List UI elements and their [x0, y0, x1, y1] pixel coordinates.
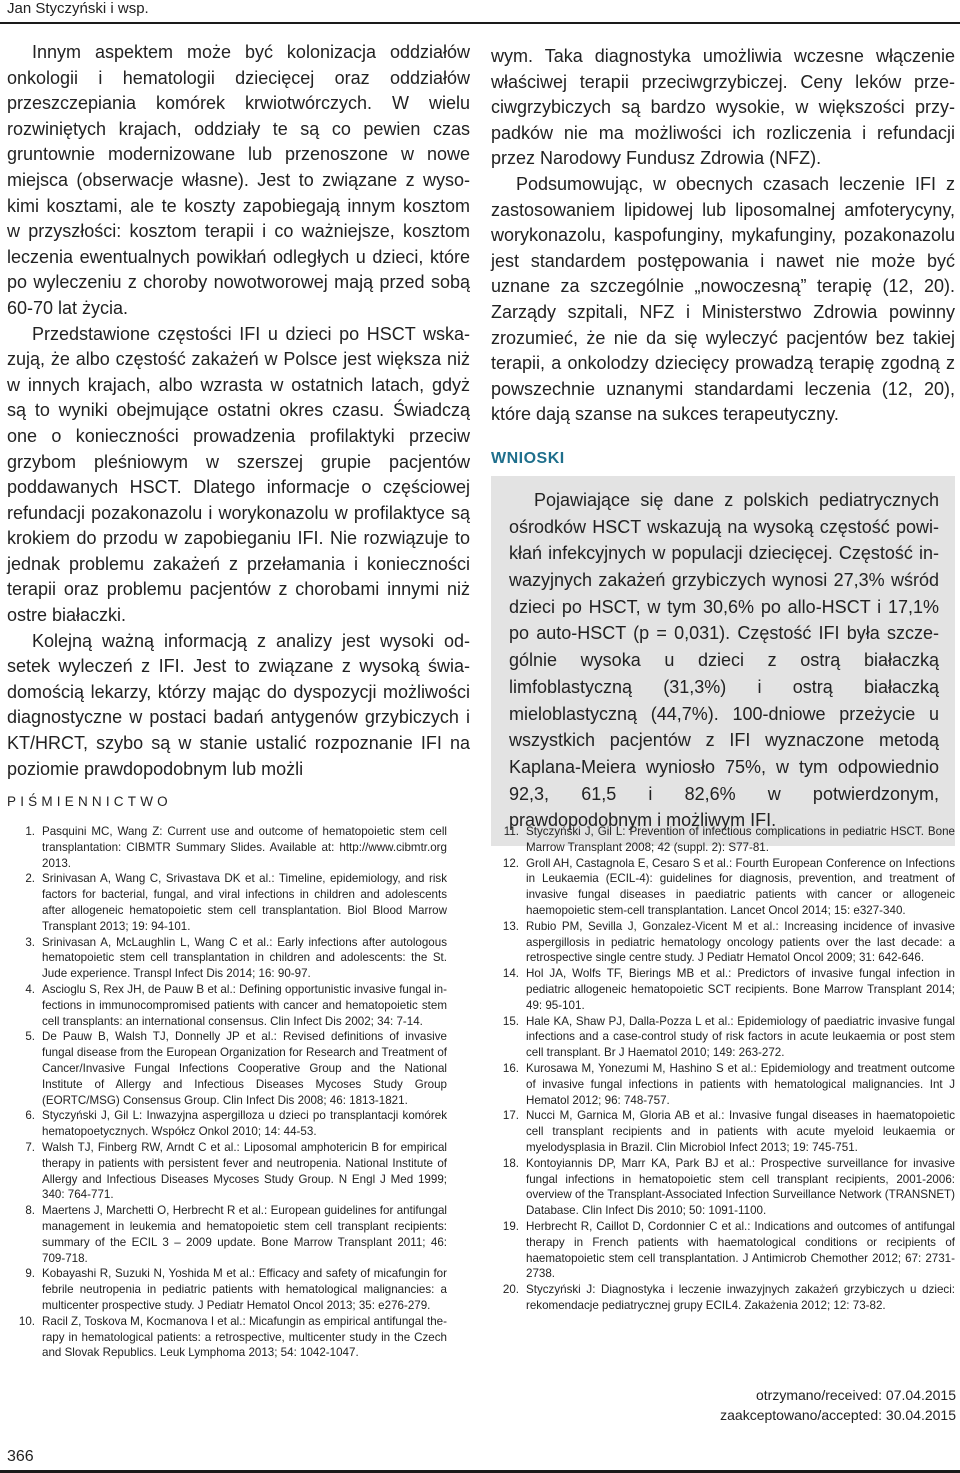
reference-number: 6. — [25, 1109, 35, 1123]
body-paragraph: Kolejną ważną informacją z analizy jest wysoki odsetek wyleczeń z IFI. Jest to związane z wysoką świadomością lekarzy, którzy mając do dyspozycji możliwości diagnostyczne w postaci badań antygenów grzybiczych i KT/HRCT, szybo są w stanie ustalić rozpoznanie IFI na poziomie prawdopodobnym lub możli — [7, 630, 470, 779]
reference-number: 5. — [25, 1030, 35, 1044]
reference-text: Walsh TJ, Finberg RW, Arndt C et al.: Liposomal amphotericin B for empirical therapy in patients with persistent fever and neutropenia. National Institute of Allergy and Infectious Diseases Mycoses Study Group. N Engl J Med 1999; 340: 764-771. — [42, 1140, 447, 1202]
reference-text: Rubio PM, Sevilla J, Gonzalez-Vicent M et al.: Increasing incidence of invasive aspergillosis in pediatric hematology oncology patients over the last decade: a retrospective single centre study. J Pediatr Hematol Oncol 2009; 31: 642-646. — [526, 919, 955, 965]
body-paragraph: Przedstawione częstości IFI u dzieci po HSCT wskazują, że albo częstość zakażeń w Polsce jest większa niż w innych krajach, albo wzrasta w ostatnich latach, gdyż są to wyniki obejmujące ostatni okres czasu. Świadczą one o konieczności prowadzenia profilaktyki przeciw grzybom pleśniowym w szerszej grupie pacjentów poddawanych HSCT. Dlatego informacje o częściowej refundacji pozakonazolu i worykonazolu w profilaktyce są krokiem do przodu w zapobieganiu IFI. Nie rozwiązuje to jednak problemu zakażeń z przełamania i konieczności terapii oraz problemu pacjentów z chorobami innymi niż ostre białaczki. — [7, 323, 470, 626]
reference-item — [491, 1219, 955, 1282]
reference-item — [7, 1314, 447, 1361]
body-paragraph: Podsumowując, w obecnych czasach leczenie IFI z zastosowaniem lipidowej lub liposomalnej amfoterycyny, worykonazolu, kaspofunginy, mykafunginy, pozakonazolu jest standardem postępowania i nawet nie może być uznane za szczególnie „nowoczesną” terapię (12, 20). Zarządy szpitali, NFZ i Ministerstwo Zdrowia powinny zrozumieć, że nie da się wyleczyć pacjentów bez takiej terapii, a onkolodzy dziecięcy prowadzą terapię zgodną z powszechnie uznanymi standardami leczenia (12, 20), które dają szanse na sukces terapeutyczny. — [491, 173, 955, 425]
reference-text: Kontoyiannis DP, Marr KA, Park BJ et al.: Prospective surveillance for invasive fungal infections in hematopoietic stem cell transplant recipients, 2001-2006: overview of the Transplant-Associated Infection Surveillance Network (TRANSNET) Database. Clin Infect Dis 2010; 50: 1091-1100. — [526, 1156, 955, 1218]
reference-number: 18. — [502, 1156, 519, 1170]
references-left-column — [7, 824, 447, 1361]
conclusions-box — [491, 476, 955, 846]
reference-number: 8. — [25, 1204, 35, 1218]
reference-item — [491, 1156, 955, 1219]
reference-text: Pasquini MC, Wang Z: Current use and outcome of hematopoietic stem cell transplantation: CIBMTR Summary Slides. Available at: http://www.cibmtr.org 2013. — [42, 825, 447, 870]
reference-number: 13. — [502, 919, 519, 933]
body-paragraph: wym. Taka diagnostyka umożliwia wczesne włączenie właściwej terapii przeciwgrzybiczej. Ceny leków przeciwgrzybiczych są bardzo wysokie, w większości przypadków nie ma możliwości ich rozliczenia i refundacji przez Narodowy Fundusz Zdrowia (NFZ). — [491, 46, 955, 169]
reference-text: Hol JA, Wolfs TF, Bierings MB et al.: Predictors of invasive fungal infection in pediatric allogeneic hematopoietic SCT recipients. Bone Marrow Transplant 2014; 49: 95-101. — [526, 967, 955, 1012]
reference-item — [7, 1108, 447, 1140]
reference-text: Herbrecht R, Caillot D, Cordonnier C et al.: Indications and outcomes of antifungal therapy in French patients with haematological conditions or recipients of haematopoietic stem cell transplantation. J Antimicrob Chemother 2012; 67: 2731-2738. — [526, 1219, 955, 1281]
reference-number: 14. — [502, 967, 519, 981]
references-right-column — [491, 824, 955, 1314]
received-date: otrzymano/received: 07.04.2015 — [755, 1387, 956, 1403]
reference-number: 12. — [502, 856, 519, 870]
page-number: 366 — [7, 1448, 34, 1465]
reference-number: 7. — [25, 1140, 35, 1154]
reference-text: Nucci M, Garnica M, Gloria AB et al.: Invasive fungal diseases in haematopoietic cell transplant recipients and in patients with acute myeloid leukaemia or myelodysplasia in Brazil. Clin Microbiol Infect 2013; 19: 745-751. — [526, 1109, 955, 1154]
reference-text: Racil Z, Toskova M, Kocmanova I et al.: Micafungin as empirical antifungal therapy in hematological patients: a retrospective, multicenter study in the Czech and Slovak Republics. Leuk Lymphoma 2013; 54: 1042-1047. — [42, 1314, 447, 1360]
reference-item — [7, 1203, 447, 1266]
reference-number: 19. — [502, 1219, 519, 1233]
reference-item — [491, 1061, 955, 1108]
reference-item — [491, 1282, 955, 1314]
reference-item — [491, 1108, 955, 1155]
reference-text: Srinivasan A, Wang C, Srivastava DK et al.: Timeline, epidemiology, and risk factors for bacterial, fungal, and viral infections in children and adolescents after allogeneic hematopoietic stem cell transplantation. Biol Blood Marrow Transplant 2013; 19: 94-101. — [42, 872, 447, 933]
reference-item — [7, 871, 447, 934]
reference-item — [7, 824, 447, 871]
received-accepted-dates — [720, 1385, 956, 1425]
left-text-column — [7, 40, 470, 782]
reference-text: Hale KA, Shaw PJ, Dalla-Pozza L et al.: Epidemiology of paediatric invasive fungal infections and a case-control study of risk factors in acute leukaemia or post stem cell transplant. Br J Haematol 2010; 149: 263-272. — [526, 1014, 955, 1060]
reference-number: 17. — [502, 1109, 519, 1123]
reference-text: Maertens J, Marchetti O, Herbrecht R et al.: European guidelines for antifungal management in leukemia and hematopoietic stem cell transplant recipients: summary of the ECIL 3 – 2009 update. Bone Marrow Transplant 2011; 46: 709-718. — [42, 1204, 447, 1265]
conclusions-text: Pojawiające się dane z polskich pediatrycznych ośrodków HSCT wskazują na wysoką częstość powikłań infekcyjnych w populacji dziecięcej. Częstość inwazyjnych zakażeń grzybiczych wynosi 27,3% wśród dzieci po HSCT, w tym 30,6% po allo-HSCT i 17,1% po auto-HSCT (p = 0,031). Częstość IFI była szczególnie wysoka u dzieci z ostrą białaczką limfoblastyczną (31,3%) i ostrą białaczką mieloblastyczną (44,7%). 100-dniowe przeżycie u wszystkich pacjentów z IFI wyznaczone metodą Kaplana-Meiera wyniosło 75%, w tym odpowiednio 92,3, 61,5 i 82,6% w potwierdzonym, prawdopodobnym i możliwym IFI. — [509, 489, 939, 831]
reference-text: Srinivasan A, McLaughlin L, Wang C et al.: Early infections after autologous hematopoietic stem cell transplantation in children and adolescents: the St. Jude experience. Transpl Infect Dis 2014; 16: 90-97. — [42, 935, 447, 981]
reference-text: Groll AH, Castagnola E, Cesaro S et al.: Fourth European Conference on Infections in Leukaemia (ECIL-4): guidelines for diagnosis, prevention, and treatment of invasive fungal diseases in paediatric patients with cancer or allogeneic haemopoietic stem-cell transplantation. Lancet Oncol 2014; 15: e327-340. — [526, 856, 955, 917]
reference-item — [491, 824, 955, 856]
accepted-date: zaakceptowano/accepted: 30.04.2015 — [720, 1407, 956, 1423]
reference-text: De Pauw B, Walsh TJ, Donnelly JP et al.: Revised definitions of invasive fungal disease from the European Organization for Research and Treatment of Cancer/Invasive Fungal Infections Cooperative Group and the National Institute of Allergy and Infectious Diseases Mycoses Study Group (EORTC/MSG) Consensus Group. Clin Infect Dis 2008; 46: 1813-1821. — [42, 1030, 447, 1107]
reference-number: 2. — [25, 872, 35, 886]
reference-item — [7, 982, 447, 1029]
reference-number: 16. — [502, 1061, 519, 1075]
references-heading: PIŚMIENNICTWO — [7, 794, 172, 809]
reference-number: 1. — [25, 825, 35, 838]
reference-item — [7, 1266, 447, 1313]
reference-text: Kurosawa M, Yonezumi M, Hashino S et al.: Epidemiology and treatment outcome of invasive fungal infections in patients with hematological malignancies. Int J Hematol 2012; 96: 748-757. — [526, 1061, 955, 1107]
reference-text: Styczyński J, Gil L: Prevention of infectious complications in pediatric HSCT. Bone Marrow Transplant 2008; 42 (suppl. 2): S77-81. — [526, 825, 955, 854]
reference-text: Kobayashi R, Suzuki N, Yoshida M et al.: Efficacy and safety of micafungin for febrile neutropenia in pediatric patients with hematological malignancies: a multicenter prospective study. J Pediatr Hematol Oncol 2013; 35: e276-279. — [42, 1267, 447, 1312]
running-header-author: Jan Styczyński i wsp. — [7, 0, 149, 17]
body-paragraph: Innym aspektem może być kolonizacja oddziałów onkologii i hematologii dziecięcej oraz oddziałów przeszczepiania komórek krwiotwórczych. W wielu rozwiniętych krajach, oddziały te są co pewien czas gruntownie modernizowane lub przenoszone w nowe miejsca (obserwacje własne). Jest to związane z wysokimi kosztami, ale te koszty zapobiegają innym kosztom w przyszłości: kosztom terapii i co ważniejsze, kosztom leczenia ewentualnych powikłań odległych u dzieci, które po wyleczeniu z choroby nowotworowej mają przed sobą 60-70 lat życia. — [7, 42, 470, 318]
reference-text: Ascioglu S, Rex JH, de Pauw B et al.: Defining opportunistic invasive fungal infections in immunocompromised patients with cancer and hematopoietic stem cell transplants: an international consensus. Clin Infect Dis 2002; 34: 7-14. — [42, 982, 447, 1028]
reference-item — [491, 966, 955, 1013]
reference-item — [7, 935, 447, 982]
reference-item — [491, 919, 955, 966]
conclusions-heading: WNIOSKI — [491, 449, 565, 467]
reference-number: 15. — [502, 1014, 519, 1028]
reference-number: 4. — [25, 982, 35, 996]
header-divider — [0, 22, 960, 24]
reference-item — [7, 1029, 447, 1108]
reference-number: 9. — [25, 1267, 35, 1281]
reference-text: Styczyński J: Diagnostyka i leczenie inwazyjnych zakażeń grzybiczych u dzieci: rekomendacje pediatrycznej grupy ECIL4. Zakażenia 2012; 12: 73-82. — [526, 1283, 955, 1312]
reference-number: 10. — [18, 1314, 35, 1328]
reference-item — [491, 856, 955, 919]
reference-number: 20. — [502, 1283, 519, 1297]
reference-text: Styczyński J, Gil L: Inwazyjna aspergilloza u dzieci po transplantacji komórek hematopoetycznych. Współcz Onkol 2010; 14: 44-53. — [42, 1109, 447, 1139]
reference-number: 3. — [25, 935, 35, 949]
reference-item — [7, 1140, 447, 1203]
reference-item — [491, 1014, 955, 1061]
right-text-column — [491, 44, 955, 846]
reference-number: 11. — [503, 825, 519, 838]
